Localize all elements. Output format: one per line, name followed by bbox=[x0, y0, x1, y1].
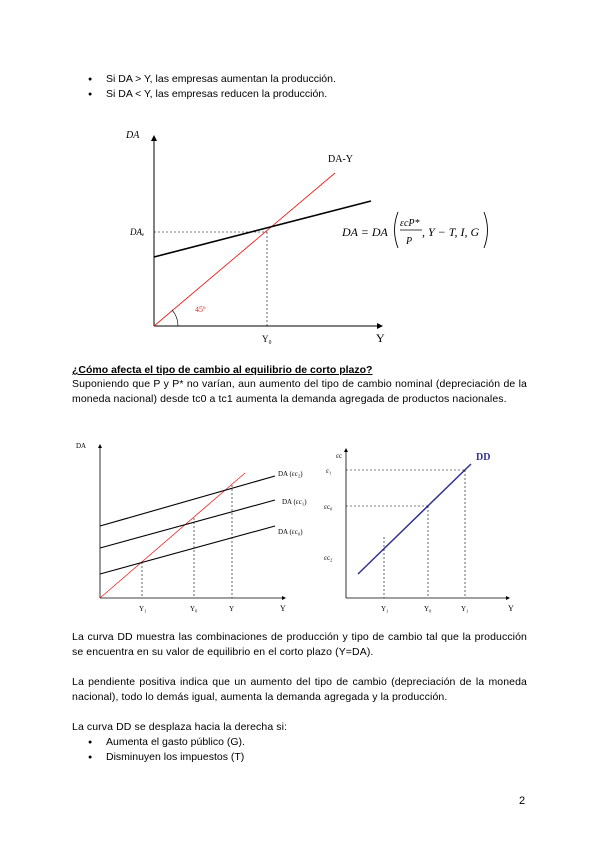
line45-label: DA-Y bbox=[328, 154, 353, 165]
da-line-ec1 bbox=[100, 500, 275, 548]
figure-dd-curve bbox=[318, 436, 518, 616]
formula-paren-left bbox=[395, 212, 399, 248]
x-axis-label: Y bbox=[508, 604, 514, 613]
da-line-ec2 bbox=[100, 476, 275, 526]
bottom-bullet-list bbox=[86, 735, 526, 765]
line-label-ec2: DA (ɛc₂) bbox=[278, 470, 303, 478]
da-line bbox=[154, 201, 371, 257]
formula-rest: , Y − T, I, G bbox=[422, 225, 480, 239]
bullet-item: ● Si DA > Y, las empresas aumentan la producción. bbox=[86, 72, 546, 87]
figure-da-y-equilibrium bbox=[100, 120, 520, 352]
dd-label: DD bbox=[476, 452, 491, 463]
da-line-ec0 bbox=[100, 526, 275, 574]
x-tick-3: Y₁ bbox=[461, 605, 469, 613]
formula-frac-num: ɛcP* bbox=[400, 218, 420, 229]
angle-arc bbox=[172, 310, 178, 326]
section-heading: ¿Cómo afecta el tipo de cambio al equilibrio de corto plazo? bbox=[72, 364, 373, 376]
paragraph-3: La pendiente positiva indica que un aumento del tipo de cambio (depreciación de la moneda nacional), todo lo demás igual, aumenta la demanda agregada y la producción. bbox=[72, 676, 527, 703]
x-tick-y: Y bbox=[229, 605, 235, 613]
formula-lhs: DA = DA bbox=[342, 225, 388, 239]
dd-curve bbox=[358, 464, 471, 574]
formula-frac-den: P bbox=[406, 236, 413, 247]
bullet-item: ● Aumenta el gasto público (G). bbox=[86, 735, 526, 750]
x-tick-y1: Y₁ bbox=[139, 605, 147, 613]
y-axis-label: DA bbox=[76, 442, 87, 450]
page-number: 2 bbox=[519, 795, 526, 807]
y-tick-e1: ɛ₁ bbox=[326, 467, 332, 475]
line-label-ec0: DA (ɛc₀) bbox=[278, 528, 303, 536]
formula-paren-right bbox=[484, 212, 488, 248]
da-formula bbox=[341, 212, 488, 248]
x-axis-label: Y bbox=[280, 604, 286, 613]
y-tick-ec0: ɛc₀ bbox=[324, 503, 333, 511]
angle-label: 45º bbox=[195, 305, 206, 314]
eq-label-x: Y₀ bbox=[262, 334, 272, 344]
line-label-ec1: DA (ɛc₁) bbox=[282, 498, 307, 506]
x-tick-1: Y₁ bbox=[381, 605, 389, 613]
top-bullet-list bbox=[86, 72, 546, 102]
bullet-item: ● Disminuyen los impuestos (T) bbox=[86, 750, 526, 765]
x-axis-label: Y bbox=[376, 331, 385, 345]
figure-da-shift bbox=[70, 436, 330, 616]
x-tick-2: Y₀ bbox=[424, 605, 432, 613]
x-tick-y0: Y₀ bbox=[190, 605, 198, 613]
y-axis-label: ɛc bbox=[336, 452, 343, 460]
line-45 bbox=[100, 473, 245, 598]
paragraph-1: Suponiendo que P y P* no varían, aun aumento del tipo de cambio nominal (depreciación de la moneda nacional) desde tc0 a tc1 aumenta la demanda agregada de productos nacionales. bbox=[72, 378, 527, 405]
y-axis-label: DA bbox=[126, 130, 140, 141]
bullet-item: ● Si DA < Y, las empresas reducen la producción. bbox=[86, 87, 546, 102]
y-tick-ec2: ɛc₂ bbox=[324, 554, 333, 562]
paragraph-2: La curva DD muestra las combinaciones de producción y tipo de cambio tal que la producción se encuentra en su valor de equilibrio en el corto plazo (Y=DA). bbox=[72, 631, 527, 658]
eq-label-y: DAₑ bbox=[130, 227, 145, 237]
paragraph-4: La curva DD se desplaza hacia la derecha si: bbox=[72, 721, 288, 733]
